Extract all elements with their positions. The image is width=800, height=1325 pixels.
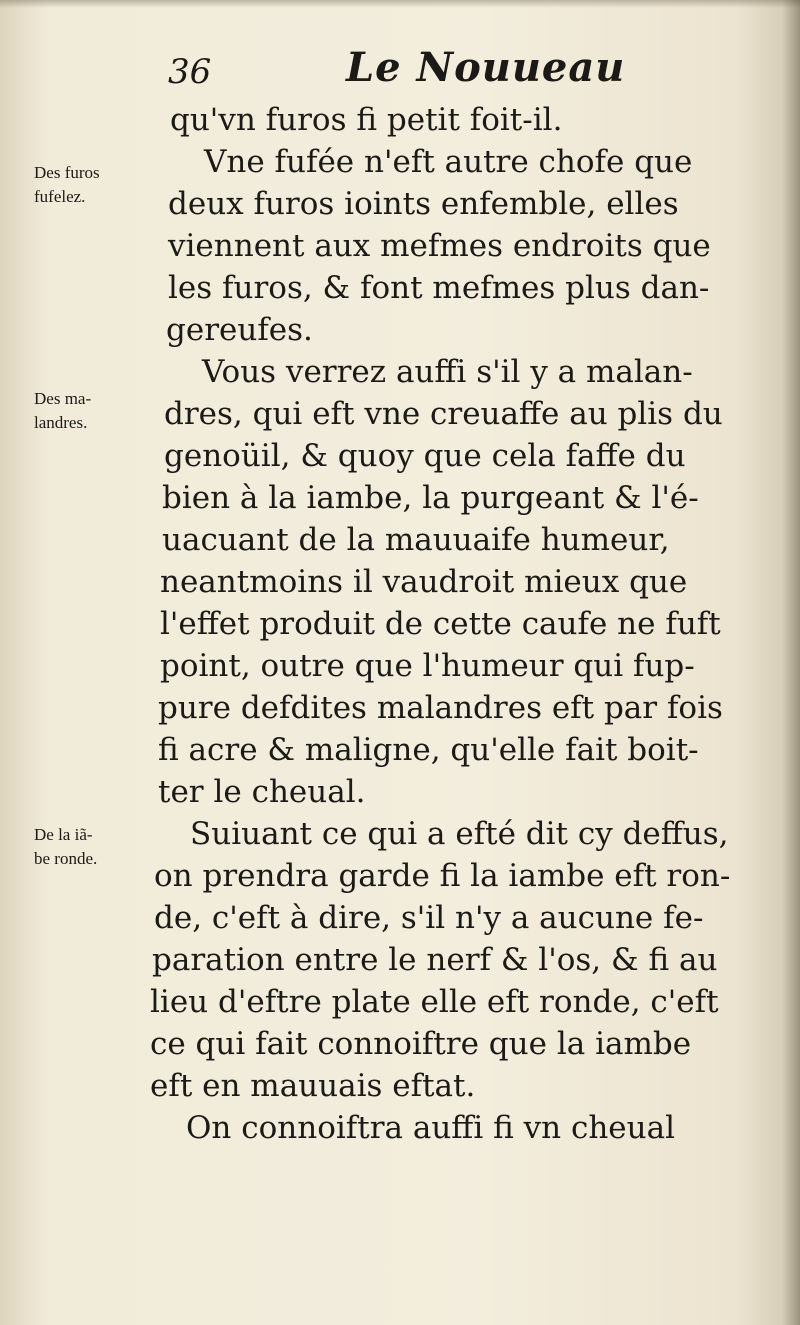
text-line: uacuant de la mauuaife humeur,: [162, 522, 670, 558]
text-line: deux furos ioints enfemble, elles: [168, 186, 679, 222]
margin-note-line: Des furos: [34, 163, 100, 182]
text-line: on prendra garde fi la iambe eft ron-: [154, 858, 731, 894]
text-line: de, c'eft à dire, s'il n'y a aucune fe-: [154, 900, 704, 936]
margin-note-line: De la iã-: [34, 825, 93, 844]
text-line: paration entre le nerf & l'os, & fi au: [152, 942, 718, 978]
text-line: lieu d'eftre plate elle eft ronde, c'eft: [150, 984, 719, 1020]
text-line: dres, qui eft vne creuaffe au plis du: [164, 396, 723, 432]
margin-note-line: fufelez.: [34, 187, 86, 206]
text-line: viennent aux mefmes endroits que: [168, 228, 711, 264]
text-line: ce qui fait connoiftre que la iambe: [150, 1026, 692, 1062]
text-line: point, outre que l'humeur qui fup-: [160, 648, 695, 684]
text-line: genoüil, & quoy que cela faffe du: [164, 438, 686, 474]
text-line: Vne fufée n'eft autre chofe que: [204, 144, 693, 180]
text-line: eft en mauuais eftat.: [150, 1068, 476, 1104]
margin-note-line: landres.: [34, 413, 88, 432]
text-line: fi acre & maligne, qu'elle fait boit-: [158, 732, 699, 768]
text-line: bien à la iambe, la purgeant & l'é-: [162, 480, 699, 516]
text-line: pure defdites malandres eft par fois: [158, 690, 723, 726]
page-number: 36: [168, 52, 212, 92]
text-line: Suiuant ce qui a efté dit cy deffus,: [190, 816, 729, 852]
margin-note-line: be ronde.: [34, 849, 98, 868]
text-line: Vous verrez auffi s'il y a malan-: [202, 354, 693, 390]
page-header: [168, 44, 688, 100]
text-line: neantmoins il vaudroit mieux que: [160, 564, 688, 600]
text-line: gereufes.: [166, 312, 313, 348]
margin-note-line: Des ma-: [34, 389, 92, 408]
page-top-edge: [0, 0, 800, 8]
running-title: Le Nouueau: [346, 44, 626, 91]
text-line: ter le cheual.: [158, 774, 366, 810]
text-line: On connoiftra auffi fi vn cheual: [186, 1110, 675, 1146]
page-gutter-shadow: [782, 0, 800, 1325]
text-line: qu'vn furos fi petit foit-il.: [170, 102, 563, 138]
text-line: l'effet produit de cette caufe ne fuft: [160, 606, 721, 642]
text-line: les furos, & font mefmes plus dan-: [168, 270, 710, 306]
